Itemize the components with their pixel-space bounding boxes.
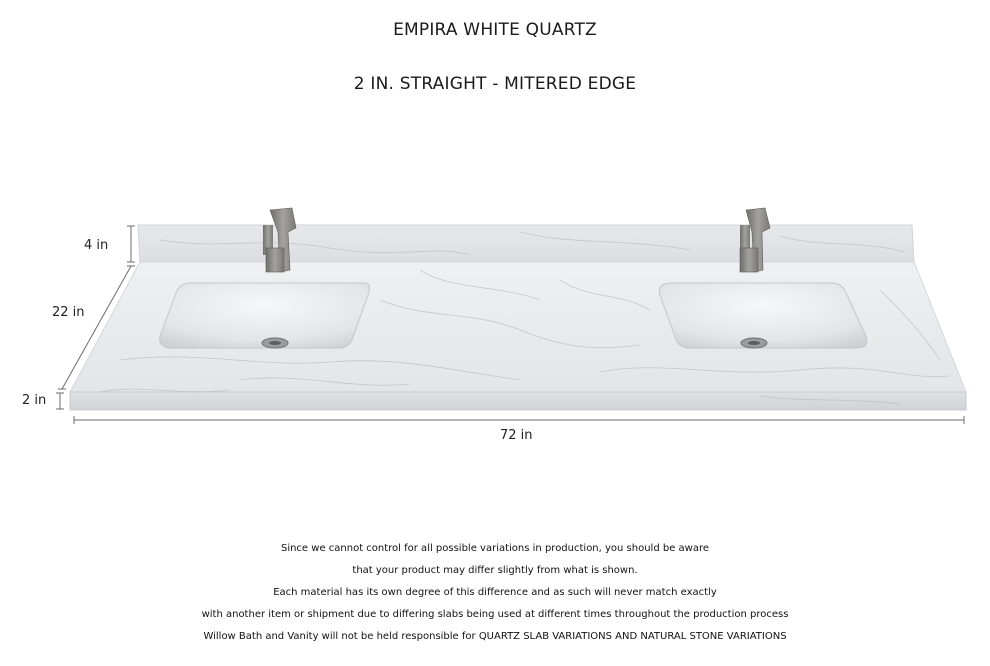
left-sink-basin bbox=[160, 283, 370, 348]
product-title: EMPIRA WHITE QUARTZ bbox=[393, 20, 597, 40]
backsplash bbox=[138, 225, 914, 262]
width-label: 72 in bbox=[500, 428, 533, 443]
disclaimer-line: Willow Bath and Vanity will not be held responsible for QUARTZ SLAB VARIATIONS AND NATURAL STONE VARIATIONS bbox=[203, 631, 787, 642]
disclaimer-line: that your product may differ slightly from what is shown. bbox=[352, 565, 638, 576]
depth-label: 22 in bbox=[52, 305, 85, 320]
variation-disclaimer bbox=[0, 538, 990, 648]
backsplash-height-label: 4 in bbox=[84, 238, 109, 253]
countertop-front-edge bbox=[70, 392, 966, 410]
disclaimer-line: with another item or shipment due to differing slabs being used at different times throughout the production process bbox=[201, 609, 789, 620]
right-sink-basin bbox=[659, 283, 867, 348]
edge-style-subtitle: 2 IN. STRAIGHT - MITERED EDGE bbox=[353, 74, 637, 94]
disclaimer-line: Since we cannot control for all possible variations in production, you should be aware bbox=[280, 543, 710, 554]
disclaimer-line: Each material has its own degree of this difference and as such will never match exactly bbox=[273, 587, 717, 598]
edge-thickness-label: 2 in bbox=[22, 393, 47, 408]
